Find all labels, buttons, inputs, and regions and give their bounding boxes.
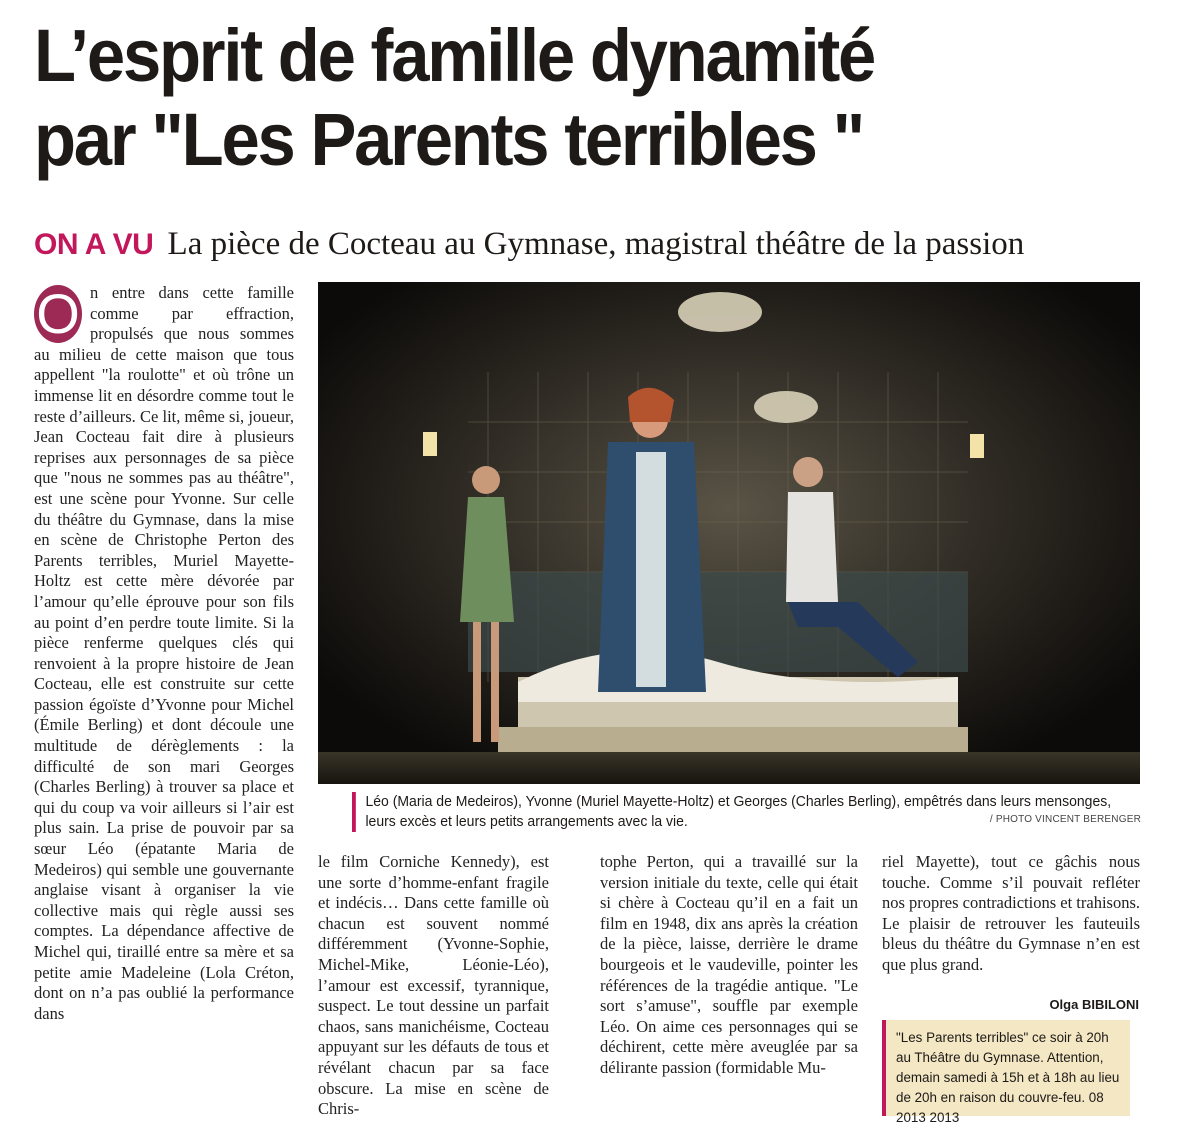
- stage-photo: [318, 282, 1140, 784]
- column-1-text: n entre dans cette famille comme par effraction, propulsés que nous sommes au milieu de cette maison que tous appellent "la roulotte" et où trône un immense lit en désordre comme tout le reste d’ailleurs. Ce lit, même si, joueur, Jean Cocteau fait dire à plusieurs reprises aux personnages de sa pièce que "nous ne sommes pas au théâtre", est une scène pour Yvonne. Sur celle du théâtre du Gymnase, dans la mise en scène de Christophe Perton des Parents terribles, Muriel Mayette-Holtz est cette mère dévorée par l’amour qu’elle éprouve pour son fils au point d’en perdre toute limite. Si la pièce renferme quelques clés qui renvoient à la propre histoire de Jean Cocteau, elle est construite sur cette passion égoïste d’Yvonne pour Michel (Émile Berling) et dont découle une multitude de dérèglements : la difficulté de son mari Georges (Charles Berling) à trouver sa place et qui du coup va voir ailleurs si l’air est plus sain. La prise de pouvoir par sa sœur Léo (épatante Maria de Medeiros) qui semble une gouvernante anglaise visant à organiser la vie collective mais qui règle aussi ses comptes. La dépendance affective de Michel qui, tiraillé entre sa mère et sa petite amie Madeleine (Lola Créton, dont on n’a pas oublié la performance dans: [34, 283, 294, 1023]
- article-column-1: [34, 283, 294, 1123]
- article-column-3: tophe Perton, qui a travaillé sur la version initiale du texte, celle qui était si chère à Cocteau qu’il en a fait un film en 1948, dix ans après la création de la pièce, laisse, derrière le drame bourgeois et le vaudeville, pointer les références de la tragédie antique. "Le sort s’amuse", souffle par exemple Léo. On aime ces personnages qui se déchirent, cette mère aveuglée par sa délirante passion (formidable Mu-: [600, 852, 858, 1077]
- kicker: ON A VU: [34, 228, 154, 261]
- article-column-2: le film Corniche Kennedy), est une sorte d’homme-enfant fragile et indécis… Dans cette famille où chacun est souvent nommé différemment (Yvonne-Sophie, Michel-Mike, Léonie-Léo), l’amour est excessif, tyrannique, suspect. Le tout dessine un parfait chaos, sans manichéisme, Cocteau appuyant sur les défauts de tous et révélant chacun par sa face obscure. La mise en scène de Chris-: [318, 852, 549, 1119]
- headline-line-2: par "Les Parents terribles ": [34, 98, 863, 181]
- deck-text: La pièce de Cocteau au Gymnase, magistral théâtre de la passion: [167, 226, 1025, 262]
- info-box: "Les Parents terribles" ce soir à 20h au Théâtre du Gymnase. Attention, demain samedi à 15h et à 18h au lieu de 20h en raison du couvre-feu. 08 2013 2013: [882, 1020, 1130, 1116]
- photo-caption: Léo (Maria de Medeiros), Yvonne (Muriel Mayette-Holtz) et Georges (Charles Berling), empêtrés dans leurs mensonges, leurs excès et leurs petits arrangements avec la vie.: [352, 792, 1124, 832]
- author-byline: Olga BIBILONI: [1049, 997, 1139, 1012]
- article-column-4: riel Mayette), tout ce gâchis nous touche. Comme s’il pouvait refléter nos propres contradictions et trahisons. Le plaisir de retrouver les fauteuils bleus du théâtre du Gymnase n’en est que plus grand.: [882, 852, 1140, 974]
- headline: [34, 14, 1076, 182]
- deck: [34, 224, 1164, 265]
- stage-photo-image: [318, 282, 1140, 784]
- dropcap: O: [34, 285, 82, 343]
- photo-credit: / PHOTO VINCENT BERENGER: [989, 814, 1141, 825]
- headline-line-1: L’esprit de famille dynamité: [34, 14, 875, 97]
